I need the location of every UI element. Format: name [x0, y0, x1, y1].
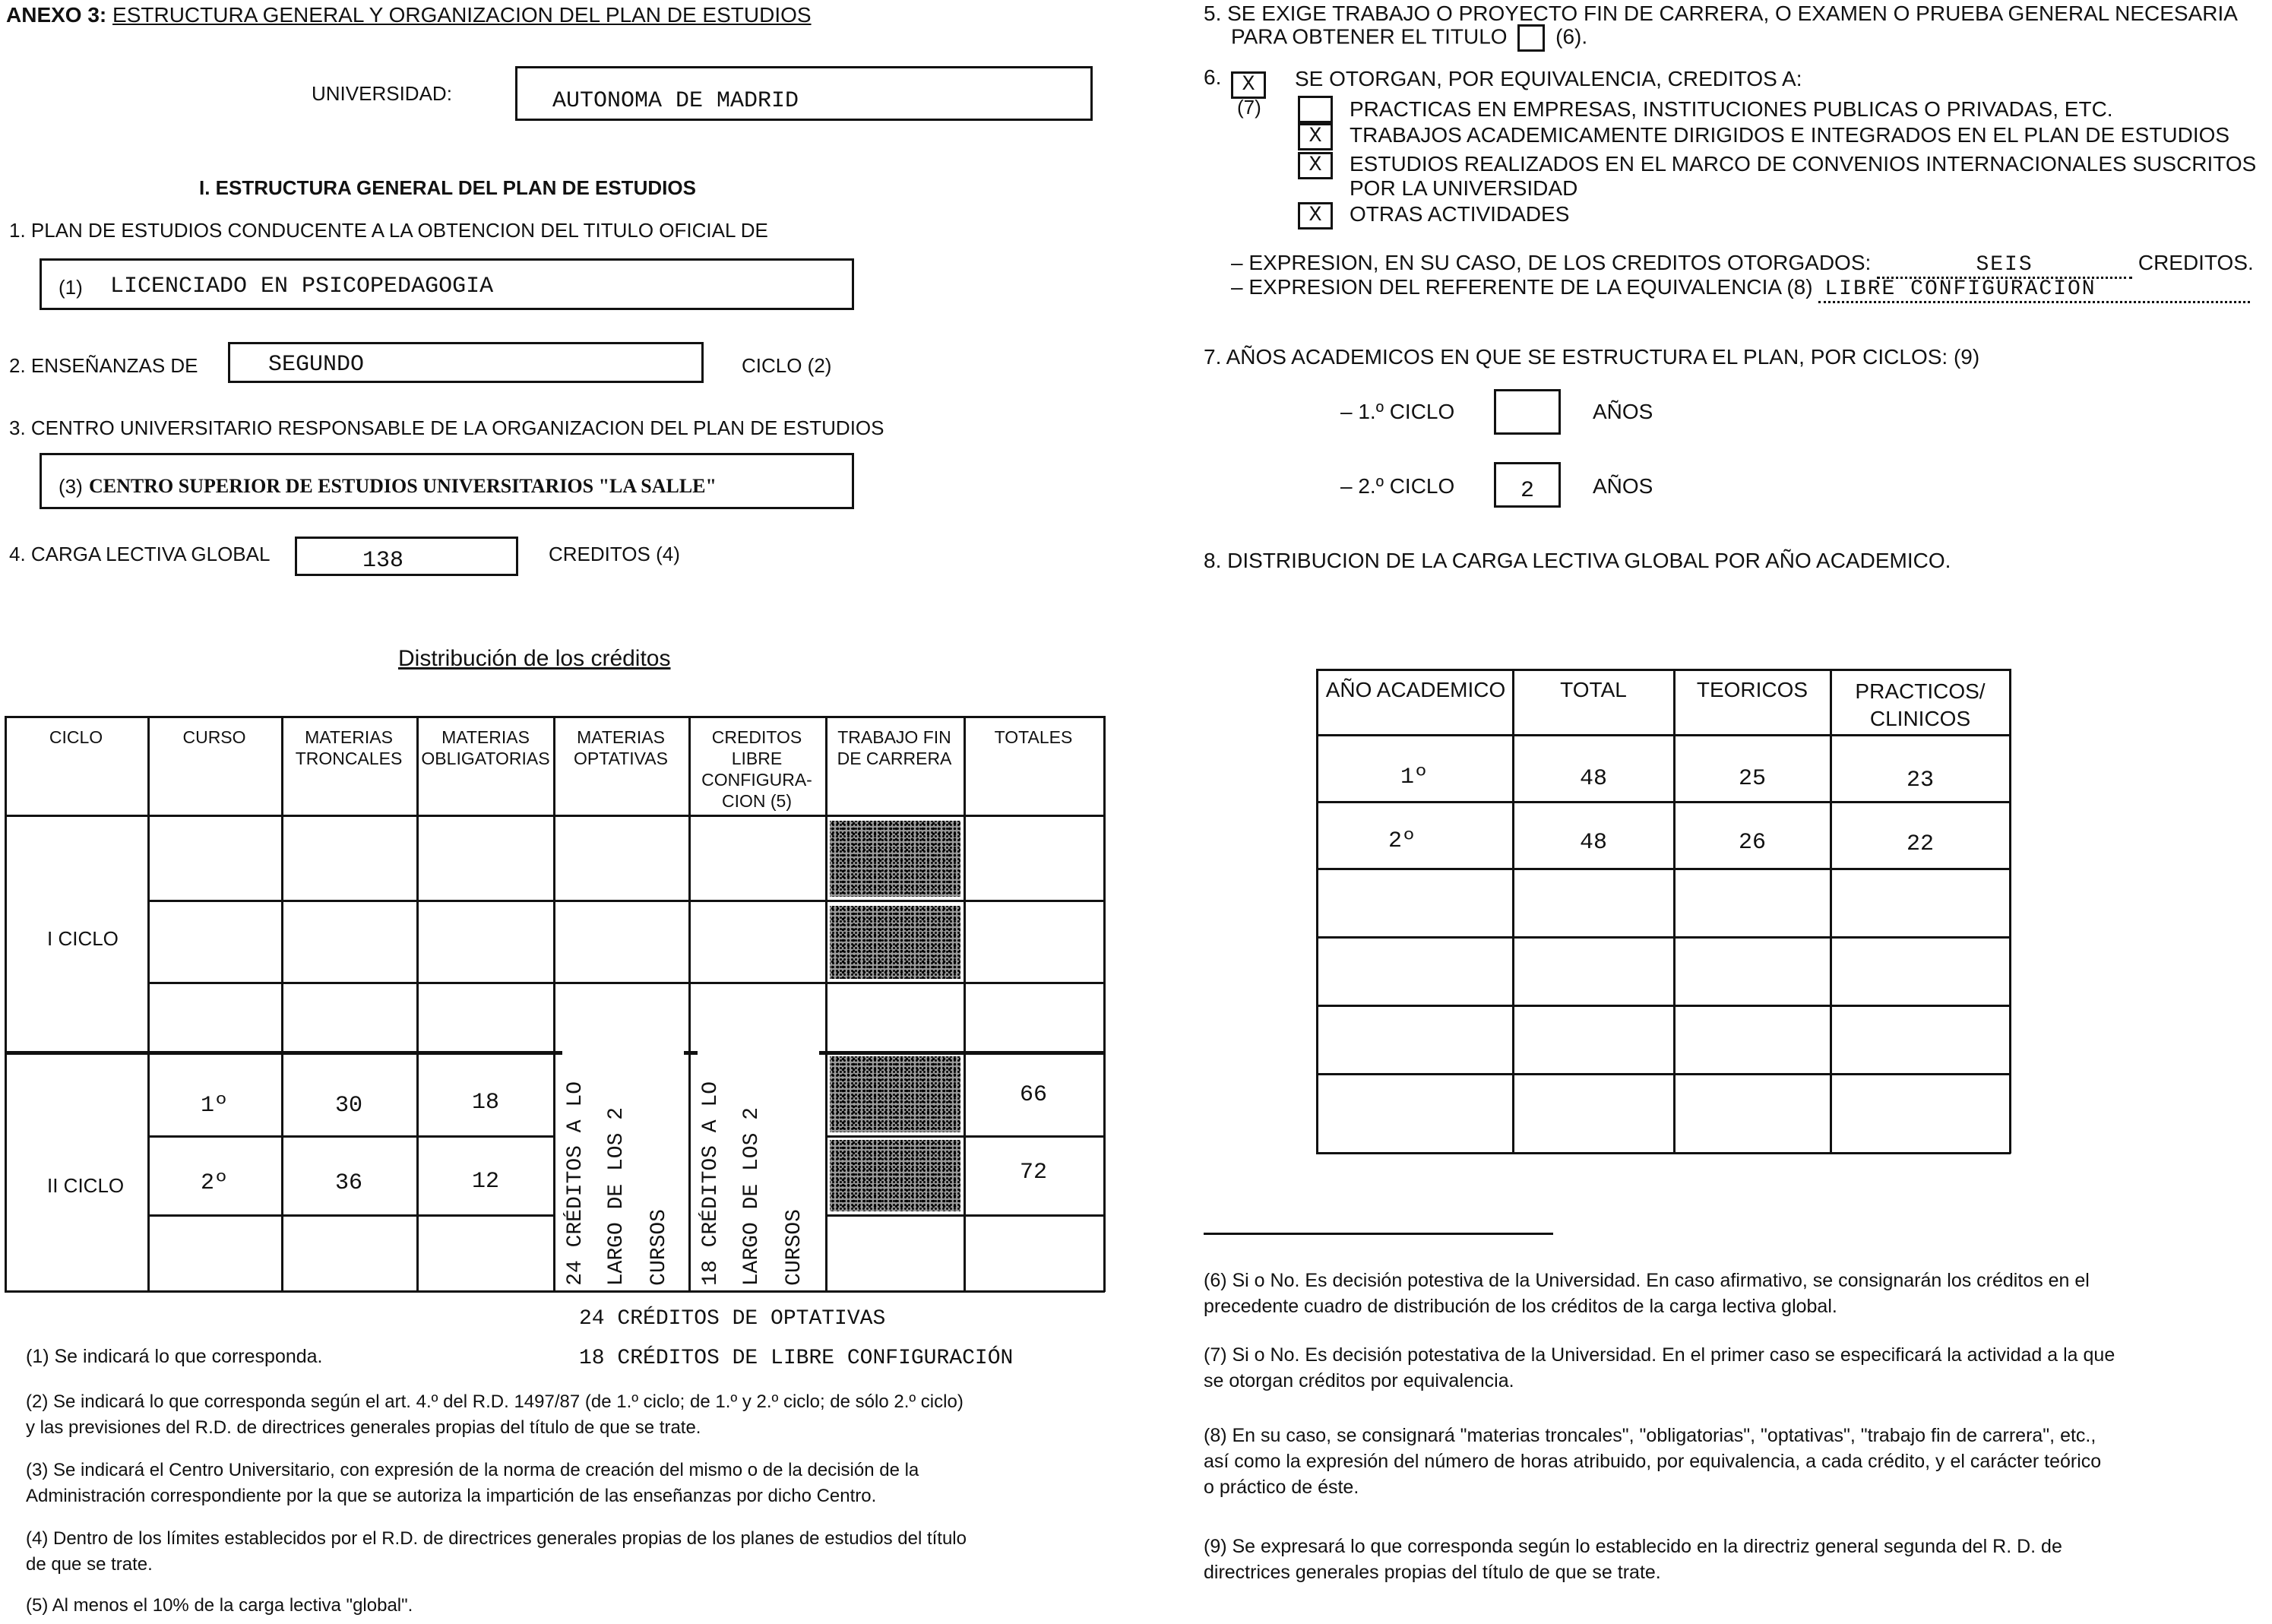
header-obligatorias: MATERIAS OBLIGATORIAS	[421, 727, 550, 768]
titulo-box	[40, 258, 854, 310]
universidad-box	[515, 66, 1093, 121]
item-6-label: SE OTORGAN, POR EQUIVALENCIA, CREDITOS A:	[1295, 67, 1802, 90]
libre-vert-line-2: LARGO DE LOS 2	[740, 1106, 764, 1286]
carga-box	[295, 537, 518, 576]
t8-row1-total: 48	[1579, 766, 1607, 792]
libre-vertical-note	[698, 1035, 819, 1289]
t8-row1-practicos: 23	[1906, 768, 1934, 793]
item-5-suffix: (6).	[1555, 24, 1588, 49]
item-5-line-1: 5. SE EXIGE TRABAJO O PROYECTO FIN DE CARRERA, O EXAMEN O PRUEBA GENERAL NECESARIA	[1204, 2, 2238, 25]
option-trabajos-label: TRABAJOS ACADEMICAMENTE DIRIGIDOS E INTEGRADOS EN EL PLAN DE ESTUDIOS	[1350, 123, 2230, 147]
right-note-8: (8) En su caso, se consignará "materias troncales", "obligatorias", "optativas", "trabajo fin de carrera", etc., así como la expresión del número de horas atribuido, por equivalencia, a cada crédito, y el carácter teórico o práctico de éste.	[1204, 1425, 2102, 1498]
trabajo-hatch-1	[830, 821, 960, 897]
annex-heading: ESTRUCTURA GENERAL Y ORGANIZACION DEL PLAN DE ESTUDIOS	[112, 3, 812, 27]
t8-header-ano: AÑO ACADEMICO	[1325, 678, 1506, 701]
left-note-4: (4) Dentro de los límites establecidos por el R.D. de directrices generales propias de los planes de estudios del título de que se trate.	[26, 1528, 967, 1575]
t8-header-practicos: PRACTICOS/ CLINICOS	[1855, 679, 1986, 730]
below-table-optativas: 24 CRÉDITOS DE OPTATIVAS	[579, 1307, 886, 1331]
ciclo-i-label: I CICLO	[47, 927, 119, 950]
option-estudios-label: ESTUDIOS REALIZADOS EN EL MARCO DE CONVENIOS INTERNACIONALES SUSCRITOS POR LA UNIVERSIDAD	[1350, 152, 2257, 200]
item-5-line-2-text: PARA OBTENER EL TITULO	[1231, 24, 1508, 49]
item-7-label: 7. AÑOS ACADEMICOS EN QUE SE ESTRUCTURA EL PLAN, POR CICLOS: (9)	[1204, 345, 1980, 369]
item-5-line-2	[1231, 24, 1587, 52]
header-trabajo: TRABAJO FIN DE CARRERA	[837, 727, 952, 768]
libre-vert-line-3: CURSOS	[783, 1209, 806, 1286]
trabajo-hatch-3	[830, 1056, 960, 1132]
expr-creditos-label: – EXPRESION, EN SU CASO, DE LOS CREDITOS OTORGADOS:	[1231, 251, 1872, 274]
item-6-main-checkbox[interactable]: X	[1231, 71, 1266, 99]
header-optativas: MATERIAS OPTATIVAS	[574, 727, 668, 768]
item-6-number-note: (7)	[1237, 96, 1261, 119]
ciclo-1-anos: AÑOS	[1593, 400, 1653, 423]
left-note-2: (2) Se indicará lo que corresponda según el art. 4.º del R.D. 1497/87 (de 1.º ciclo; de 1.º y 2.º ciclo; de sólo 2.º ciclo) y las previsiones del R.D. de directrices generales propias del título de que se trate.	[26, 1391, 964, 1438]
item-2-suffix: CICLO (2)	[742, 354, 832, 377]
carga-value: 138	[362, 548, 404, 574]
row1-curso: 1º	[200, 1093, 228, 1119]
item-8-label: 8. DISTRIBUCION DE LA CARGA LECTIVA GLOBAL POR AÑO ACADEMICO.	[1204, 549, 1951, 572]
right-note-9: (9) Se expresará lo que corresponda según lo establecido en la directriz general segunda del R. D. de directrices generales propias del título de que se trate.	[1204, 1536, 2062, 1583]
universidad-value: AUTONOMA DE MADRID	[552, 88, 799, 114]
optativas-vertical-note	[562, 1035, 684, 1289]
right-note-6: (6) Si o No. Es decisión potestiva de la Universidad. En caso afirmativo, se consignarán los créditos en el precedente cuadro de distribución de los créditos de la carga lectiva global.	[1204, 1270, 2090, 1317]
expr-referente-value-text: LIBRE CONFIGURACION	[1824, 277, 2096, 301]
t8-row2-teoricos: 26	[1738, 830, 1766, 856]
option-practicas-checkbox[interactable]	[1298, 96, 1333, 123]
option-practicas-label: PRACTICAS EN EMPRESAS, INSTITUCIONES PUBLICAS O PRIVADAS, ETC.	[1350, 97, 2113, 121]
row1-obligatorias: 18	[471, 1090, 499, 1116]
optativas-vert-line-1: 24 CRÉDITOS A LO	[564, 1081, 587, 1286]
annex-title	[6, 3, 812, 27]
centro-value: CENTRO SUPERIOR DE ESTUDIOS UNIVERSITARIOS "LA SALLE"	[89, 475, 717, 497]
ciclo-2-label: – 2.º CICLO	[1340, 474, 1455, 498]
item-1-label: 1. PLAN DE ESTUDIOS CONDUCENTE A LA OBTENCION DEL TITULO OFICIAL DE	[9, 219, 768, 242]
titulo-marker: (1)	[59, 276, 83, 299]
t8-header-total: TOTAL	[1560, 678, 1627, 701]
universidad-label: UNIVERSIDAD:	[312, 82, 452, 105]
header-curso: CURSO	[182, 727, 246, 747]
option-trabajos-checkbox[interactable]: X	[1298, 123, 1333, 150]
libre-vert-line-1: 18 CRÉDITOS A LO	[699, 1081, 723, 1286]
row2-obligatorias: 12	[471, 1169, 499, 1195]
titulo-value: LICENCIADO EN PSICOPEDAGOGIA	[110, 274, 494, 299]
expr-referente-label: – EXPRESION DEL REFERENTE DE LA EQUIVALENCIA (8)	[1231, 275, 1813, 299]
below-table-libre: 18 CRÉDITOS DE LIBRE CONFIGURACIÓN	[579, 1347, 1014, 1370]
header-libre: CREDITOS LIBRE CONFIGURA- CION (5)	[701, 727, 812, 811]
ciclo-2-anos: AÑOS	[1593, 474, 1653, 498]
ciclo-2-years-value: 2	[1520, 478, 1535, 504]
expr-creditos-suffix: CREDITOS.	[2138, 251, 2254, 274]
option-otras-label: OTRAS ACTIVIDADES	[1350, 202, 1570, 226]
t8-row2-total: 48	[1579, 830, 1607, 856]
item-4-suffix: CREDITOS (4)	[549, 543, 680, 565]
option-estudios-checkbox[interactable]: X	[1298, 152, 1333, 179]
section-i-heading: I. ESTRUCTURA GENERAL DEL PLAN DE ESTUDIOS	[199, 176, 696, 199]
item-5-checkbox[interactable]	[1517, 24, 1545, 52]
row2-troncales: 36	[334, 1170, 362, 1196]
ciclo-2-years-box[interactable]	[1494, 462, 1561, 508]
ciclo-ii-label: II CICLO	[47, 1174, 125, 1197]
optativas-vert-line-3: CURSOS	[647, 1209, 671, 1286]
t8-row2-practicos: 22	[1906, 831, 1934, 857]
t8-row2-ano: 2º	[1388, 828, 1416, 854]
left-note-3: (3) Se indicará el Centro Universitario, con expresión de la norma de creación del mismo o de la decisión de la Administración correspondiente por la que se autoriza la impartición de las enseñanzas por dicho Centro.	[26, 1460, 919, 1506]
footnote-divider	[1204, 1233, 1553, 1235]
left-note-5: (5) Al menos el 10% de la carga lectiva "global".	[26, 1595, 413, 1616]
t8-header-teoricos: TEORICOS	[1696, 678, 1808, 701]
annex-label: ANEXO 3:	[6, 3, 107, 27]
centro-marker: (3)	[59, 475, 83, 498]
centro-box	[40, 453, 854, 509]
header-ciclo: CICLO	[49, 727, 103, 747]
ciclo-1-years-box[interactable]	[1494, 389, 1561, 435]
trabajo-hatch-4	[830, 1140, 960, 1211]
ciclo-1-label: – 1.º CICLO	[1340, 400, 1455, 423]
expr-referente-row	[1231, 275, 2257, 303]
row1-totales: 66	[1019, 1082, 1047, 1108]
t8-row1-ano: 1º	[1400, 765, 1428, 790]
right-note-7: (7) Si o No. Es decisión potestativa de la Universidad. En el primer caso se especificará la actividad a la que se otorgan créditos por equivalencia.	[1204, 1344, 2115, 1391]
t8-row1-teoricos: 25	[1738, 766, 1766, 792]
expr-creditos-value-text: SEIS	[1976, 253, 2033, 277]
header-totales: TOTALES	[994, 727, 1073, 747]
item-2-label: 2. ENSEÑANZAS DE	[9, 354, 198, 377]
row2-curso: 2º	[200, 1170, 228, 1196]
optativas-vert-line-2: LARGO DE LOS 2	[605, 1106, 628, 1286]
expr-referente-value	[1818, 277, 2250, 303]
option-otras-checkbox[interactable]: X	[1298, 202, 1333, 230]
header-troncales: MATERIAS TRONCALES	[295, 727, 403, 768]
item-3-label: 3. CENTRO UNIVERSITARIO RESPONSABLE DE LA ORGANIZACION DEL PLAN DE ESTUDIOS	[9, 416, 884, 439]
trabajo-hatch-2	[830, 906, 960, 979]
row1-troncales: 30	[334, 1093, 362, 1119]
item-4-label: 4. CARGA LECTIVA GLOBAL	[9, 543, 271, 565]
left-note-1: (1) Se indicará lo que corresponda.	[26, 1346, 323, 1367]
ciclo-value: SEGUNDO	[268, 352, 365, 378]
item-6-number: 6.	[1204, 65, 1222, 89]
ciclo-box	[228, 342, 704, 383]
row2-totales: 72	[1019, 1160, 1047, 1186]
distribution-title: Distribución de los créditos	[398, 646, 671, 671]
